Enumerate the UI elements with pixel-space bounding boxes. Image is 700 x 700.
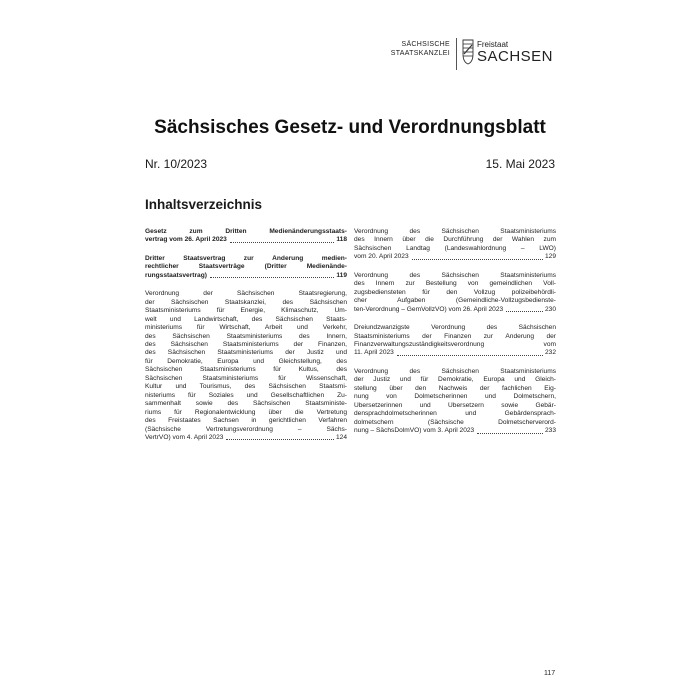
toc-entry-line: Verordnung der Sächsischen Staatsregierung, bbox=[145, 290, 347, 298]
toc-entry-line: Kultur und Tourismus, des Sächsischen Staatsmi- bbox=[145, 383, 347, 391]
toc-entry-line: Sächsischen Staatsministeriums für Kultus, des bbox=[145, 366, 347, 374]
toc-entry-line: des Freistaates Sachsen in gerichtlichen Verfahren bbox=[145, 417, 347, 425]
toc-entry-line: Verordnung des Sächsischen Staatsministeriums bbox=[354, 228, 556, 235]
dot-leader bbox=[506, 306, 543, 312]
toc-page-number: 119 bbox=[336, 271, 347, 279]
toc-entry-line: cher Aufgaben (Gemeindliche-Vollzugsbedienste- bbox=[354, 297, 556, 305]
toc-entry-line: Sächsischen Staatsministeriums für Wissenschaft, bbox=[145, 374, 347, 382]
dot-leader bbox=[226, 434, 334, 440]
toc-entry[interactable] bbox=[354, 368, 556, 436]
toc-entry-line: welt und Landwirtschaft, des Sächsischen Staats- bbox=[145, 315, 347, 323]
header-logos bbox=[384, 40, 560, 70]
toc-page-number: 230 bbox=[544, 305, 556, 313]
toc-page-number: 124 bbox=[335, 433, 347, 441]
toc-entry-last-line bbox=[354, 427, 556, 435]
issue-date: 15. Mai 2023 bbox=[485, 157, 555, 171]
toc-entry-line: zugsbediensteten für den Vollzug polizeibehördli- bbox=[354, 288, 556, 296]
dot-leader bbox=[477, 427, 543, 433]
toc-entry-line: Staatsministeriums der Finanzen zur Änderung der bbox=[354, 332, 556, 340]
toc-entry-line: riums für Regionalentwicklung über die Vertretung bbox=[145, 408, 347, 416]
toc-entry-line: des Sächsischen Staatsministeriums des Innern, bbox=[145, 332, 347, 340]
toc-entry[interactable] bbox=[354, 324, 556, 358]
toc-entry-line: des Innern über die Durchführung der Wahlen zum bbox=[354, 236, 556, 244]
dot-leader bbox=[412, 253, 543, 259]
toc-entry-text: 11. April 2023 bbox=[354, 349, 394, 357]
toc-entry-last-line bbox=[354, 349, 556, 357]
toc-entry[interactable] bbox=[354, 228, 556, 262]
toc-entry[interactable] bbox=[145, 228, 347, 245]
sachsen-wordmark: SACHSEN bbox=[477, 48, 554, 65]
toc-entry-line: stellung über den Nachweis der fachlichen Eig- bbox=[354, 384, 556, 392]
toc-entry-last-line bbox=[354, 306, 556, 314]
toc-entry-text: ten-Verordnung – GemVollzVO) vom 26. April 2023 bbox=[354, 305, 504, 313]
toc-entry-line: Sächsischen Landtag (Landeswahlordnung – LWO) bbox=[354, 244, 556, 252]
staatskanzlei-logo bbox=[384, 40, 450, 58]
toc-page-number: 118 bbox=[336, 236, 347, 244]
toc-heading: Inhaltsverzeichnis bbox=[145, 197, 263, 212]
toc-entry-line: des Sächsischen Staatsministeriums der Justiz und bbox=[145, 349, 347, 357]
toc-entry-last-line bbox=[354, 253, 556, 261]
toc-entry-last-line bbox=[145, 272, 347, 280]
toc-entry-line: des Sächsischen Staatsministeriums der Finanzen, bbox=[145, 340, 347, 348]
toc-entry-line: densprachdolmetscherinnen und Gebärdensprach- bbox=[354, 410, 556, 418]
toc-entry-last-line bbox=[145, 434, 347, 442]
freistaat-label: Freistaat bbox=[477, 40, 509, 49]
toc-entry-line: der Justiz und für Demokratie, Europa und Gleich- bbox=[354, 376, 556, 384]
toc-entry-line: Gesetz zum Dritten Medienänderungsstaats- bbox=[145, 228, 347, 235]
toc-entry-text: VertrVO) vom 4. April 2023 bbox=[145, 433, 224, 441]
toc-page-number: 129 bbox=[544, 253, 556, 261]
toc-entry[interactable] bbox=[354, 272, 556, 314]
logo-divider bbox=[456, 38, 457, 70]
toc-entry-line: Dritter Staatsvertrag zur Änderung medien- bbox=[145, 254, 347, 262]
toc-entry-line: ministeriums für Wirtschaft, Arbeit und Verkehr, bbox=[145, 324, 347, 332]
toc-entry-line: Dreiundzwanzigste Verordnung des Sächsischen bbox=[354, 324, 556, 332]
toc-entry-line: Übersetzerinnen und Übersetzern sowie Gebär- bbox=[354, 401, 556, 409]
toc-page-number: 233 bbox=[544, 427, 556, 435]
toc-entry-line: Staatsministeriums für Energie, Klimaschutz, Um- bbox=[145, 307, 347, 315]
dot-leader bbox=[397, 349, 543, 355]
toc-column-right bbox=[354, 228, 556, 446]
toc-entry-line: dolmetschern (Sächsische Dolmetscherverord- bbox=[354, 418, 556, 426]
toc-entry-line: Verordnung des Sächsischen Staatsministeriums bbox=[354, 367, 556, 375]
toc-entry-line: für Demokratie, Europa und Gleichstellung, des bbox=[145, 357, 347, 365]
toc-entry-line: der Sächsischen Staatskanzlei, des Sächsischen bbox=[145, 298, 347, 306]
toc-page-number: 232 bbox=[544, 349, 556, 357]
page-title: Sächsisches Gesetz- und Verordnungsblatt bbox=[154, 117, 546, 138]
toc-entry[interactable] bbox=[145, 255, 347, 280]
kanzlei-line1: SÄCHSISCHE bbox=[401, 41, 450, 48]
issue-number: Nr. 10/2023 bbox=[145, 157, 208, 171]
toc-entry-text: rungsstaatsvertrag) bbox=[145, 271, 207, 279]
toc-entry[interactable] bbox=[145, 290, 347, 442]
toc-entry-text: vertrag vom 26. April 2023 bbox=[145, 236, 227, 244]
toc-entry-line: Finanzverwaltungszuständigkeitsverordnung vom bbox=[354, 340, 556, 348]
toc-entry-line: rechtlicher Staatsverträge (Dritter Medienände- bbox=[145, 263, 347, 271]
toc-entry-line: nung von Dolmetscherinnen und Dolmetschern, bbox=[354, 393, 556, 401]
toc-entry-text: vom 20. April 2023 bbox=[354, 253, 409, 261]
toc-column-left bbox=[145, 228, 347, 452]
toc-entry-last-line bbox=[145, 236, 347, 244]
kanzlei-line2: STAATSKANZLEI bbox=[390, 50, 450, 57]
coat-of-arms-icon bbox=[462, 39, 474, 65]
toc-entry-line: des Innern zur Bestellung von gemeindlichen Voll- bbox=[354, 280, 556, 288]
toc-entry-line: Verordnung des Sächsischen Staatsministeriums bbox=[354, 271, 556, 279]
toc-entry-line: (Sächsische Vertretungsverordnung – Sächs- bbox=[145, 425, 347, 433]
toc-entry-line: sammenhalt sowie des Sächsischen Staatsministe- bbox=[145, 400, 347, 408]
dot-leader bbox=[210, 272, 334, 278]
dot-leader bbox=[230, 236, 335, 242]
page-number: 117 bbox=[544, 670, 556, 677]
toc-entry-text: nung – SächsDolmVO) vom 3. April 2023 bbox=[354, 427, 475, 435]
toc-entry-line: nisteriums für Soziales und Gesellschaftlichen Zu- bbox=[145, 391, 347, 399]
